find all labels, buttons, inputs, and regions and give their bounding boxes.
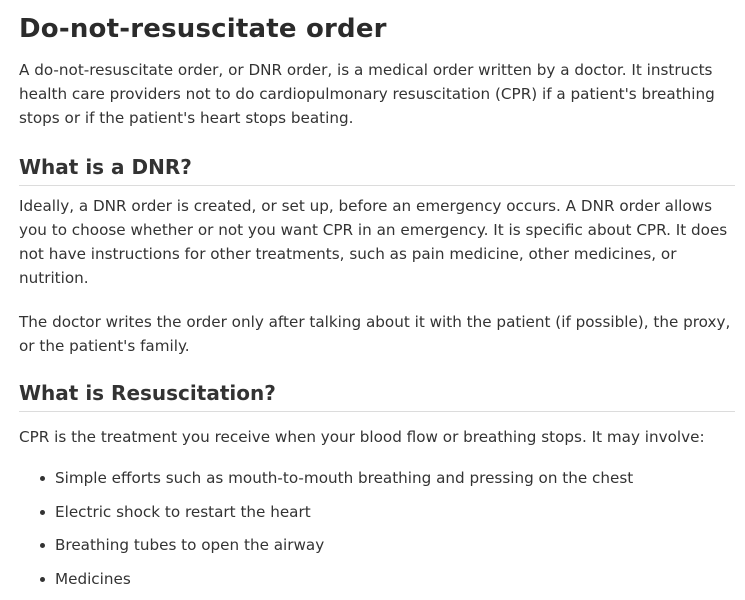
list-item-text: Medicines — [55, 569, 131, 588]
dnr-paragraph-1: Ideally, a DNR order is created, or set up, before an emergency occurs. A DNR order allows you to choose whether or not you want CPR in an emergency. It is specific about CPR. It does not have instructions for other treatments, such as pain medicine, other medicines, or nutrition. — [19, 197, 728, 287]
bullet-icon — [40, 510, 45, 515]
resuscitation-list — [19, 466, 633, 600]
resuscitation-paragraph: CPR is the treatment you receive when your blood flow or breathing stops. It may involve: — [19, 428, 705, 446]
list-item-text: Simple efforts such as mouth-to-mouth breathing and pressing on the chest — [55, 469, 634, 487]
intro-paragraph: A do-not-resuscitate order, or DNR order, is a medical order written by a doctor. It instructs health care providers not to do cardiopulmonary resuscitation (CPR) if a patient's breathing stops or if the patient's heart stops beating. — [19, 61, 715, 127]
list-item — [19, 500, 633, 534]
bullet-icon — [40, 476, 45, 481]
section-heading-what-is-resuscitation: What is Resuscitation? — [19, 379, 735, 412]
list-item — [19, 466, 633, 500]
list-item-text: Breathing tubes to open the airway — [55, 536, 325, 554]
list-item — [19, 567, 633, 600]
list-item-text: Electric shock to restart the heart — [55, 502, 311, 521]
section-heading-what-is-dnr: What is a DNR? — [19, 153, 735, 186]
bullet-icon — [40, 577, 45, 582]
bullet-icon — [40, 543, 45, 548]
dnr-paragraph-2: The doctor writes the order only after talking about it with the patient (if possible), the proxy, or the patient's family. — [19, 313, 731, 355]
page-title: Do-not-resuscitate order — [19, 14, 387, 44]
list-item — [19, 533, 633, 567]
